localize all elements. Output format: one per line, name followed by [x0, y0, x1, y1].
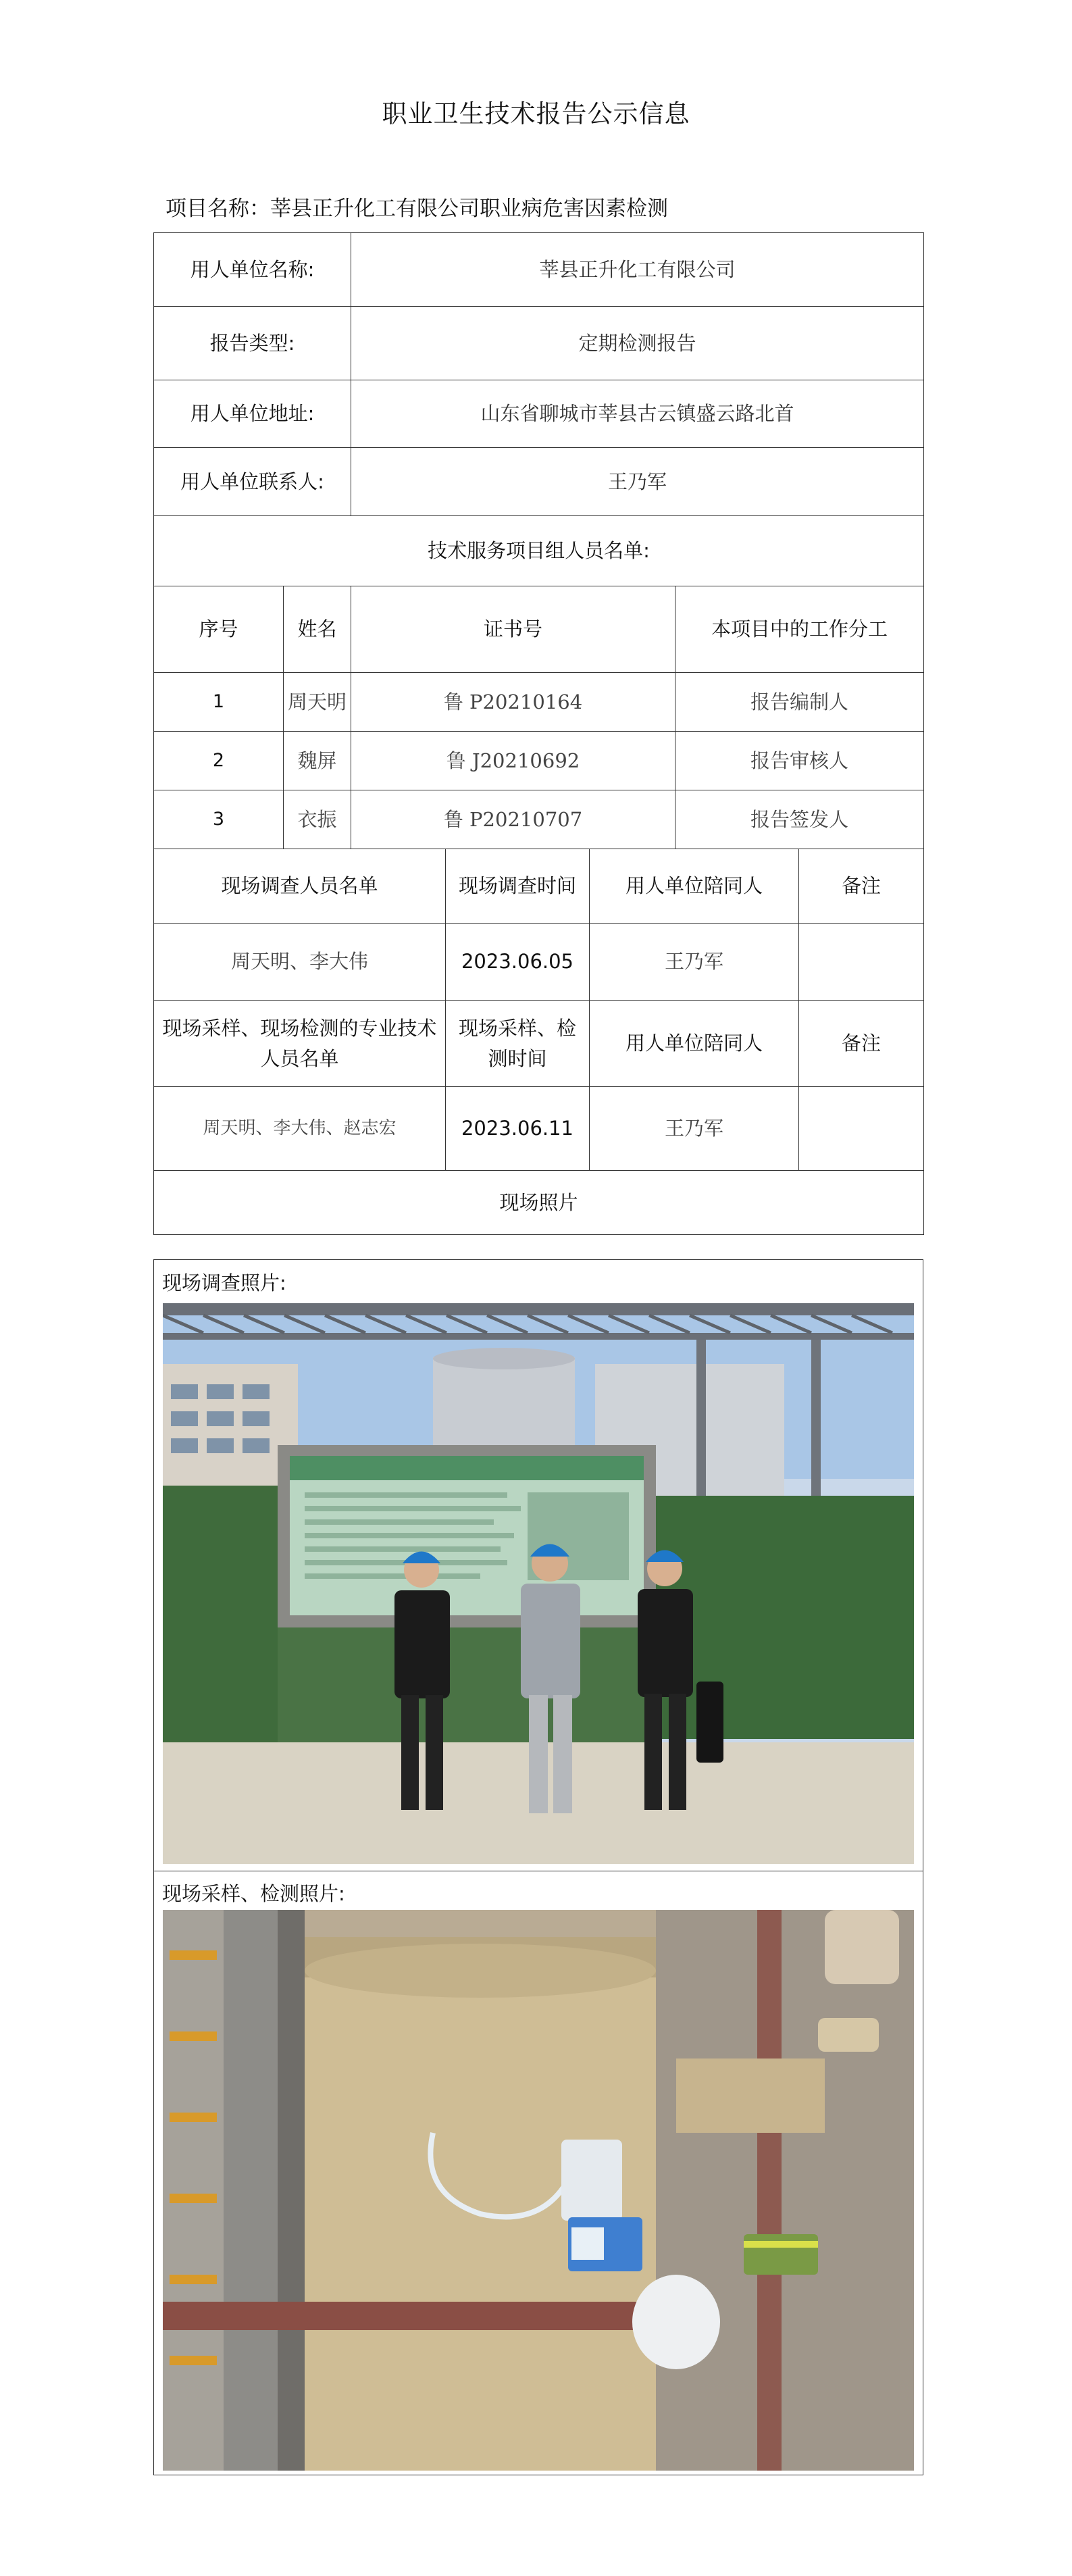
survey-photo [163, 1303, 914, 1864]
employer-address: 山东省聊城市莘县古云镇盛云路北首 [351, 380, 924, 448]
team-row-no: 3 [154, 790, 284, 849]
employer-address-label: 用人单位地址: [154, 380, 351, 448]
survey-note [799, 924, 924, 1001]
team-row-no: 1 [154, 673, 284, 732]
sampling-photo-label: 现场采样、检测照片: [162, 1882, 345, 1905]
team-row-role: 报告签发人 [675, 790, 924, 849]
sampling-staff: 周天明、李大伟、赵志宏 [154, 1087, 446, 1171]
team-row-name: 衣振 [284, 790, 351, 849]
survey-header-companion: 用人单位陪同人 [590, 849, 799, 924]
page-title: 职业卫生技术报告公示信息 [382, 99, 690, 128]
survey-header-staff: 现场调查人员名单 [154, 849, 446, 924]
team-row-cert: 鲁 J20210692 [351, 732, 675, 790]
survey-photo-image [163, 1303, 914, 1864]
info-table [153, 232, 924, 1235]
team-row-no: 2 [154, 732, 284, 790]
sampling-header-date: 现场采样、检测时间 [446, 1001, 590, 1087]
survey-header-note: 备注 [799, 849, 924, 924]
table-row [154, 673, 924, 732]
table-row [154, 790, 924, 849]
team-heading: 技术服务项目组人员名单: [154, 516, 924, 586]
employer-name-label: 用人单位名称: [154, 233, 351, 307]
report-type: 定期检测报告 [351, 307, 924, 380]
sampling-companion: 王乃军 [590, 1087, 799, 1171]
sampling-photo-image [163, 1910, 914, 2471]
employer-contact: 王乃军 [351, 448, 924, 516]
team-header-no: 序号 [154, 586, 284, 673]
survey-companion: 王乃军 [590, 924, 799, 1001]
survey-staff: 周天明、李大伟 [154, 924, 446, 1001]
photo-section [153, 1259, 923, 2475]
team-row-name: 周天明 [284, 673, 351, 732]
sampling-header-staff: 现场采样、现场检测的专业技术人员名单 [154, 1001, 446, 1087]
team-row-role: 报告编制人 [675, 673, 924, 732]
survey-header-date: 现场调查时间 [446, 849, 590, 924]
report-type-label: 报告类型: [154, 307, 351, 380]
team-header-name: 姓名 [284, 586, 351, 673]
team-row-name: 魏屏 [284, 732, 351, 790]
team-header-cert: 证书号 [351, 586, 675, 673]
survey-photo-label: 现场调查照片: [162, 1271, 286, 1294]
sampling-header-companion: 用人单位陪同人 [590, 1001, 799, 1087]
team-row-cert: 鲁 P20210164 [351, 673, 675, 732]
sampling-header-note: 备注 [799, 1001, 924, 1087]
team-row-cert: 鲁 P20210707 [351, 790, 675, 849]
project-line [165, 191, 668, 222]
employer-name: 莘县正升化工有限公司 [351, 233, 924, 307]
survey-date: 2023.06.05 [446, 924, 590, 1001]
team-header-role: 本项目中的工作分工 [675, 586, 924, 673]
table-row [154, 732, 924, 790]
sampling-note [799, 1087, 924, 1171]
sampling-photo [163, 1910, 914, 2471]
employer-contact-label: 用人单位联系人: [154, 448, 351, 516]
project-label: 项目名称： [165, 197, 270, 221]
photos-heading: 现场照片 [154, 1171, 924, 1235]
team-row-role: 报告审核人 [675, 732, 924, 790]
project-name: 莘县正升化工有限公司职业病危害因素检测 [270, 197, 668, 221]
sampling-date: 2023.06.11 [446, 1087, 590, 1171]
